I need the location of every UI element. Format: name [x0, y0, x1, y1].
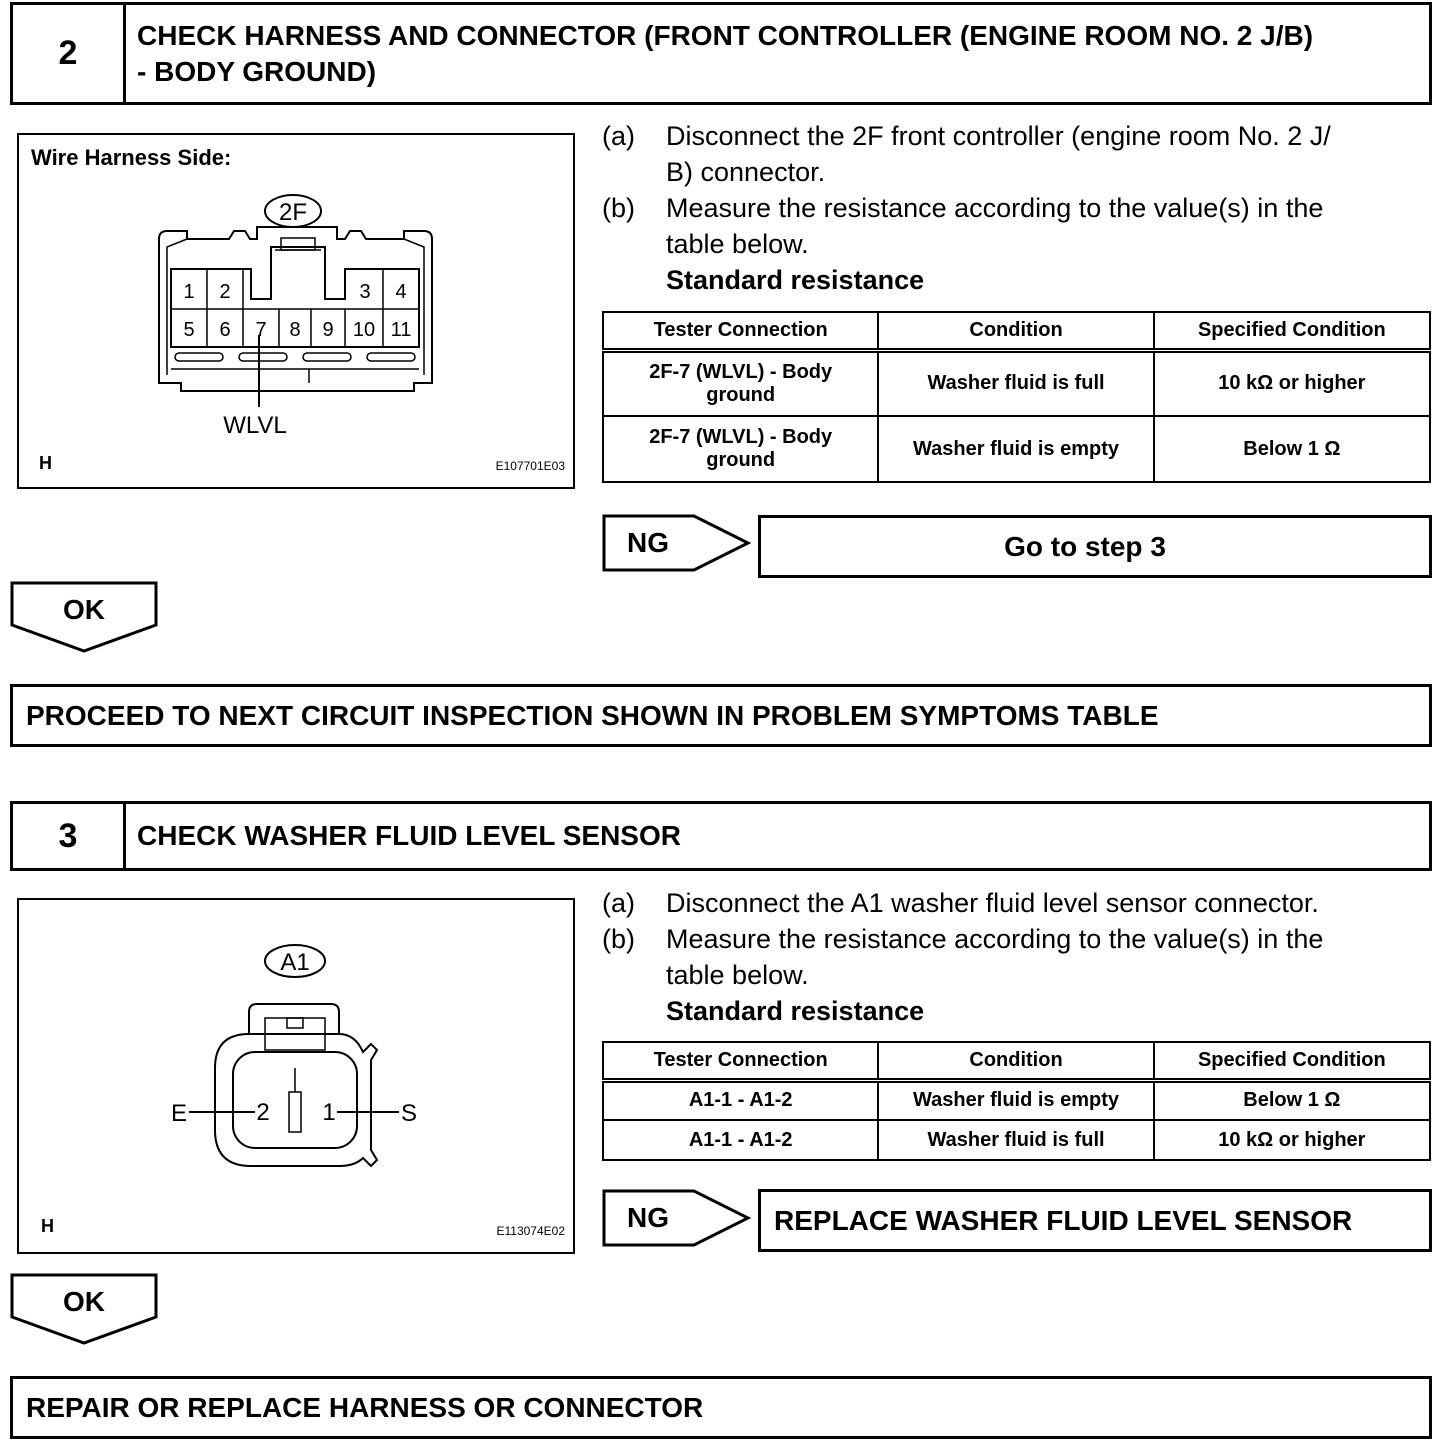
wire-label-s: S [400, 1100, 418, 1127]
figure-code: E113074E02 [496, 1224, 565, 1238]
ng-result-step2: Go to step 3 [758, 515, 1432, 578]
pin-1: 1 [183, 281, 195, 303]
ok-arrow-step3 [10, 1273, 158, 1345]
ok-label: OK [63, 594, 105, 625]
pin-9: 9 [322, 319, 334, 341]
step-2-title [137, 5, 1419, 102]
pin-4: 4 [395, 281, 407, 303]
connector-id-text: 2F [278, 199, 308, 226]
step-3-number: 3 [13, 804, 126, 868]
figure-corner-h: H [39, 453, 52, 473]
figure-label: Wire Harness Side: [31, 145, 232, 170]
figure-a1-connector [17, 898, 575, 1254]
step-3-header [10, 801, 1432, 871]
connector-a1-drawing [19, 900, 573, 1252]
header-condition: Condition [878, 1042, 1153, 1080]
step-2-instructions [602, 118, 1432, 298]
header-tester-connection: Tester Connection [603, 1042, 878, 1080]
ok-result-step3: REPAIR OR REPLACE HARNESS OR CONNECTOR [10, 1376, 1432, 1439]
step-3-instructions [602, 885, 1432, 1029]
standard-resistance-label: Standard resistance [666, 265, 925, 295]
pin-11: 11 [390, 319, 412, 341]
pin-8: 8 [289, 319, 301, 341]
pin-3: 3 [359, 281, 371, 303]
instruction-b: (b) Measure the resistance according to the value(s) in the table below. [602, 924, 1324, 990]
header-specified-condition: Specified Condition [1154, 1042, 1430, 1080]
standard-resistance-label: Standard resistance [666, 996, 925, 1026]
instruction-a: (a) Disconnect the 2F front controller (engine room No. 2 J/ B) connector. [602, 121, 1331, 187]
instruction-a: (a) Disconnect the A1 washer fluid level sensor connector. [602, 888, 1319, 918]
figure-2f-connector [17, 133, 575, 489]
step-3-title: CHECK WASHER FLUID LEVEL SENSOR [137, 820, 681, 851]
pin-7: 7 [255, 319, 267, 341]
ng-result-step3: REPLACE WASHER FLUID LEVEL SENSOR [758, 1189, 1432, 1252]
table-row: 2F-7 (WLVL) - Body ground Washer fluid is full 10 kΩ or higher [603, 350, 1430, 416]
ok-arrow-step2 [10, 581, 158, 653]
figure-code: E107701E03 [495, 459, 565, 473]
step-2-number: 2 [13, 5, 126, 102]
step-2-header [10, 2, 1432, 105]
ng-arrow-step3 [602, 1189, 752, 1249]
ng-label: NG [627, 527, 669, 558]
pin-6: 6 [219, 319, 231, 341]
instruction-b: (b) Measure the resistance according to the value(s) in the table below. [602, 193, 1324, 259]
connector-id-text: A1 [280, 949, 310, 976]
pin-2-label: 2 [256, 1099, 270, 1126]
pin-10: 10 [352, 319, 376, 341]
step-2-title-line1: CHECK HARNESS AND CONNECTOR (FRONT CONTROLLER (ENGINE ROOM NO. 2 J/B) [137, 19, 1314, 51]
table-row: A1-1 - A1-2 Washer fluid is empty Below 1 Ω [603, 1080, 1430, 1120]
step-2-spec-table [602, 311, 1431, 483]
step-3-spec-table [602, 1041, 1431, 1161]
connector-2f-drawing [19, 135, 573, 487]
ng-label: NG [627, 1202, 669, 1233]
step-2-title-line2: - BODY GROUND) [137, 55, 377, 87]
pin-1-label: 1 [322, 1099, 336, 1126]
figure-corner-h: H [41, 1216, 54, 1236]
pin-2: 2 [219, 281, 231, 303]
wire-label-wlvl: WLVL [223, 412, 287, 439]
header-specified-condition: Specified Condition [1154, 312, 1430, 350]
ok-result-step2: PROCEED TO NEXT CIRCUIT INSPECTION SHOWN IN PROBLEM SYMPTOMS TABLE [10, 684, 1432, 747]
ok-label: OK [63, 1286, 105, 1317]
table-row: 2F-7 (WLVL) - Body ground Washer fluid is empty Below 1 Ω [603, 416, 1430, 482]
pin-5: 5 [183, 319, 195, 341]
header-tester-connection: Tester Connection [603, 312, 878, 350]
table-row: A1-1 - A1-2 Washer fluid is full 10 kΩ or higher [603, 1120, 1430, 1160]
ng-arrow-step2 [602, 514, 752, 574]
wire-label-e: E [170, 1100, 188, 1127]
header-condition: Condition [878, 312, 1153, 350]
